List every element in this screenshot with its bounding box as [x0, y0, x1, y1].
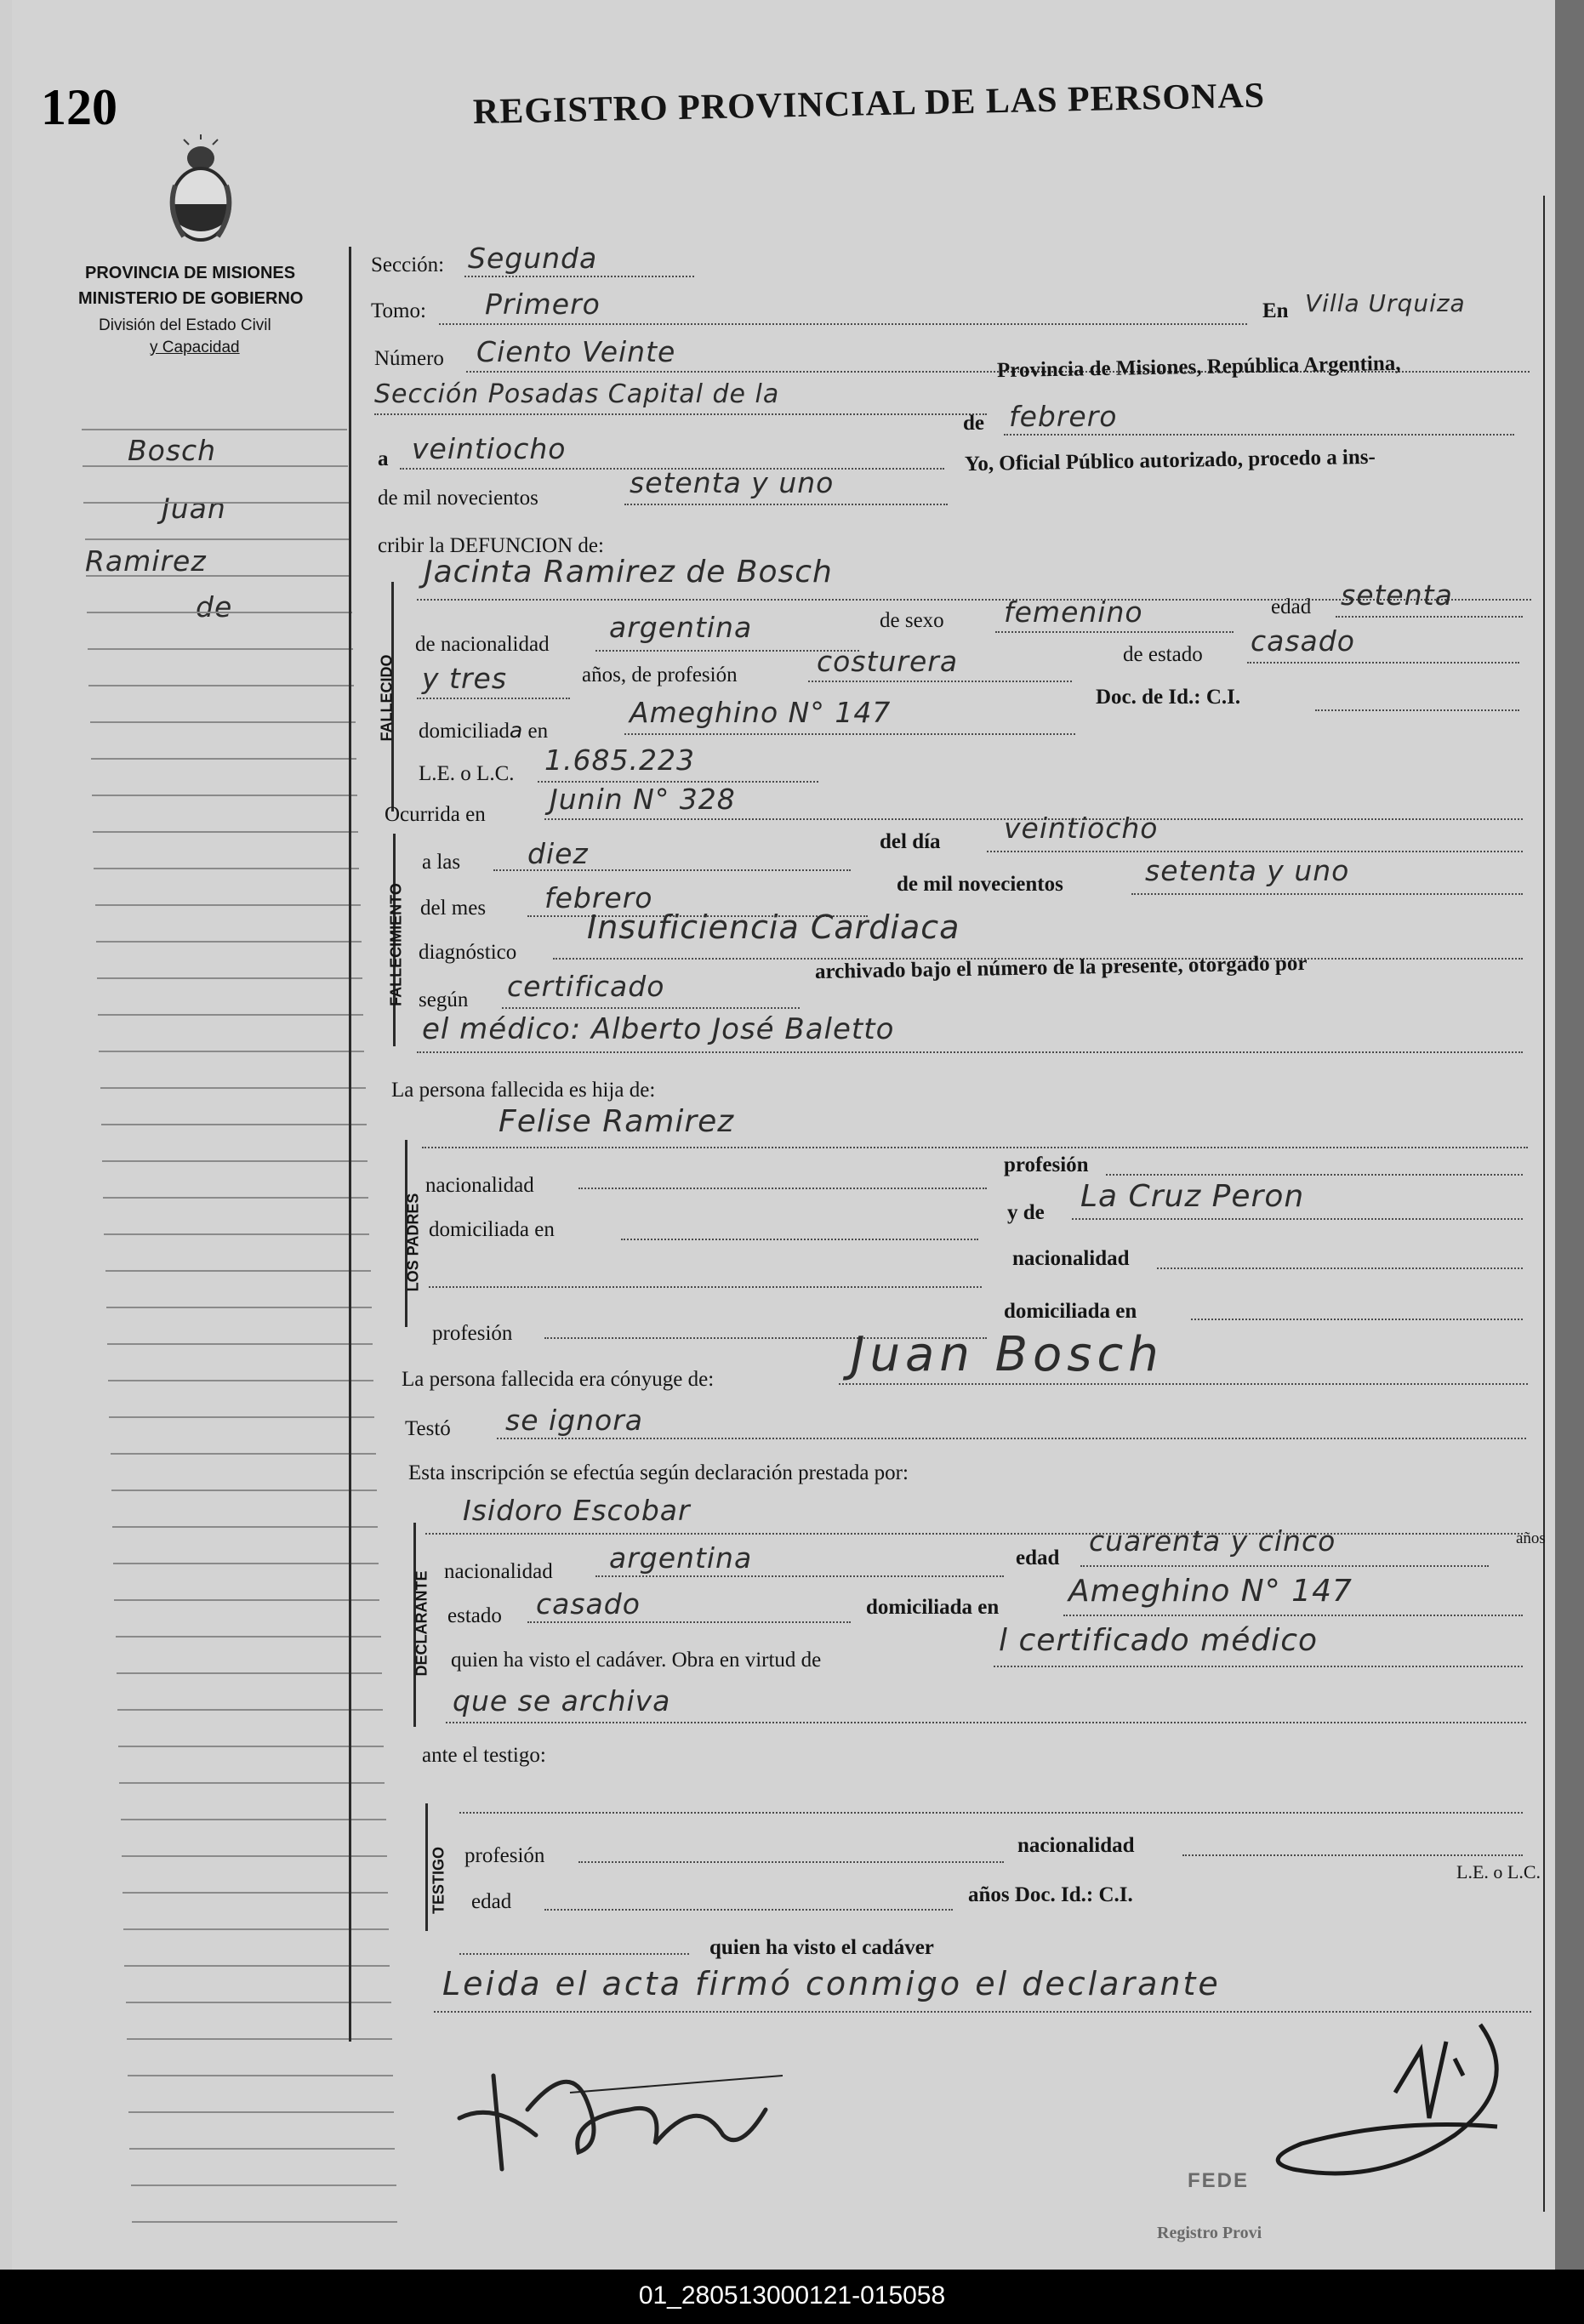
margin-ruled-line — [111, 1453, 376, 1455]
testigo-le-label: L.E. o L.C. — [1456, 1861, 1541, 1883]
padre-line — [422, 1147, 1528, 1148]
margin-ruled-line — [95, 904, 361, 906]
page-number: 120 — [41, 79, 117, 135]
profesion-line — [808, 681, 1072, 682]
declarante-obra-value: l certificado médico — [999, 1623, 1319, 1658]
seccion-value: Segunda — [468, 242, 598, 275]
margin-ruled-line — [90, 721, 356, 723]
testigo-anios-doc-label: años Doc. Id.: C.I. — [968, 1883, 1133, 1906]
declarante-obra-line — [994, 1666, 1523, 1667]
domicilio-value: Ameghino N° 147 — [630, 696, 892, 729]
inscribir-text: cribir la DEFUNCION de: — [378, 534, 604, 557]
mes-value: febrero — [1009, 400, 1118, 433]
declarante-nacionalidad-label: nacionalidad — [444, 1560, 553, 1583]
tomo-value: Primero — [485, 288, 601, 321]
declarante-domicilio-line — [1063, 1615, 1523, 1616]
declarante-edad-line — [1080, 1565, 1489, 1567]
profesion-value: costurera — [817, 645, 959, 678]
estado-value: casado — [1251, 624, 1355, 658]
dia-value: veintiocho — [412, 432, 567, 465]
declarante-nombre: Isidoro Escobar — [463, 1494, 691, 1527]
testigo-nacionalidad-line — [1182, 1854, 1523, 1856]
margin-ruled-line — [96, 941, 362, 943]
testigo-side-label: TESTIGO — [430, 1847, 447, 1915]
profesion2-label: profesión — [432, 1322, 513, 1345]
declarante-estado-value: casado — [536, 1587, 641, 1621]
sexo-label: de sexo — [880, 609, 944, 632]
medico-line — [417, 1051, 1523, 1053]
declarante-domiciliada-label: domiciliada en — [866, 1596, 1000, 1619]
profesion-line-p — [1106, 1174, 1523, 1176]
medico-value: el médico: Alberto José Baletto — [422, 1012, 895, 1046]
le-value: 1.685.223 — [544, 743, 695, 777]
margin-ruled-line — [114, 1599, 379, 1601]
seccion-line — [464, 276, 694, 277]
dia-label: del día — [880, 830, 941, 853]
right-border — [1543, 196, 1545, 2212]
testigo-nombre-line — [459, 1812, 1523, 1814]
margin-ruled-line — [98, 1014, 363, 1016]
book-edge — [1555, 0, 1584, 2270]
dia-line2 — [987, 851, 1523, 852]
declarante-obra-cont: que se archiva — [453, 1684, 671, 1717]
margin-ruled-line — [119, 1782, 385, 1784]
testigo-profesion-line — [578, 1861, 1004, 1863]
anio-line2 — [1131, 893, 1523, 895]
margin-ruled-line — [94, 868, 359, 869]
segun-line — [502, 1007, 800, 1009]
margin-ruled-line — [122, 1855, 387, 1857]
declarante-nacionalidad-value: argentina — [609, 1541, 753, 1575]
margin-ruled-line — [117, 1672, 382, 1674]
dia-value2: veintiocho — [1004, 812, 1159, 845]
mes-label: del mes — [420, 897, 487, 920]
conyuge-line — [839, 1383, 1528, 1385]
margin-ruled-line — [118, 1746, 384, 1747]
margin-ruled-line — [99, 1051, 364, 1052]
margin-note: Bosch — [128, 434, 217, 467]
declarante-signature — [442, 2042, 800, 2195]
margin-ruled-line — [107, 1343, 373, 1345]
domiciliada-line-p — [621, 1239, 978, 1240]
declarante-estado-label: estado — [447, 1604, 502, 1627]
margin-ruled-line — [82, 429, 347, 430]
scan-footer — [0, 2270, 1584, 2324]
margin-note: Ramirez — [85, 544, 207, 578]
declarante-anios-label: años — [1516, 1529, 1546, 1547]
stamp-line-2: Registro Provi — [1157, 2224, 1262, 2242]
margin-ruled-line — [103, 1197, 368, 1199]
margin-ruled-line — [106, 1307, 372, 1308]
nacionalidad-label-p: nacionalidad — [425, 1174, 534, 1197]
margin-ruled-line — [111, 1490, 377, 1491]
margin-ruled-line — [83, 502, 349, 504]
declarante-edad-label: edad — [1016, 1546, 1060, 1569]
testo-value: se ignora — [505, 1404, 643, 1437]
domiciliada-label-p: domiciliada en — [429, 1218, 555, 1241]
fallecimiento-side-label: FALLECIMIENTO — [387, 883, 405, 1006]
testigo-cadaver-text: quien ha visto el cadáver — [709, 1936, 934, 1959]
margin-ruled-line — [100, 1087, 366, 1089]
estado-line — [1247, 662, 1519, 664]
ocurrida-value: Junin N° 328 — [550, 783, 736, 816]
sexo-value: femenino — [1004, 595, 1143, 629]
provincia-text: Provincia de Misiones, República Argentina, — [996, 351, 1401, 383]
testigo-edad-line — [544, 1909, 953, 1911]
conyuge-value: Juan Bosch — [851, 1327, 1164, 1382]
declarante-domicilio-value: Ameghino N° 147 — [1068, 1574, 1353, 1609]
profesion-label-p: profesión — [1004, 1153, 1089, 1176]
sexo-line — [995, 631, 1234, 633]
margin-ruled-line — [127, 2038, 392, 2040]
hora-label: a las — [422, 851, 461, 874]
a-label: a — [378, 447, 389, 470]
stamp-line-1: FEDE — [1188, 2169, 1250, 2192]
anio-label2: de mil novecientos — [897, 873, 1063, 896]
margin-ruled-line — [131, 2184, 396, 2186]
closing-text: Leida el acta firmó conmigo el declarante — [442, 1965, 1221, 2002]
testigo-nacionalidad-label: nacionalidad — [1017, 1834, 1135, 1857]
lugar-line — [374, 413, 987, 415]
declaracion-text: Esta inscripción se efectúa según declaración prestada por: — [408, 1461, 909, 1484]
registry-stamp — [1157, 2152, 1412, 2254]
declarante-nombre-line — [425, 1533, 1523, 1535]
scan-id: 01_280513000121-015058 — [638, 2281, 946, 2310]
margin-ruled-line — [101, 1124, 367, 1125]
conyuge-label: La persona fallecida era cónyuge de: — [402, 1368, 715, 1391]
anio-line — [624, 504, 948, 505]
nacionalidad-value: argentina — [609, 611, 753, 644]
ocurrida-label: Ocurrida en — [385, 803, 486, 826]
nacionalidad-line-p — [578, 1188, 987, 1189]
testo-line — [497, 1438, 1526, 1439]
testigo-intro: ante el testigo: — [422, 1744, 546, 1767]
margin-ruled-line — [88, 648, 353, 650]
margin-ruled-line — [113, 1563, 379, 1564]
numero-value: Ciento Veinte — [476, 335, 676, 368]
numero-label: Número — [374, 347, 444, 370]
margin-ruled-line — [85, 538, 350, 540]
testigo-cadaver-line-left — [459, 1953, 689, 1955]
madre-value: La Cruz Peron — [1080, 1179, 1305, 1214]
declarante-side-label: DECLARANTE — [413, 1570, 430, 1677]
edad-line — [1336, 616, 1523, 618]
seccion-label: Sección: — [371, 253, 445, 276]
mes-line — [1004, 434, 1514, 436]
declarante-nacionalidad-line — [595, 1575, 1004, 1577]
segun-label: según — [419, 988, 469, 1011]
fallecido-side-label: FALLECIDO — [378, 654, 396, 742]
archivado-text: archivado bajo el número de la presente, otorgado por — [814, 951, 1308, 984]
anios-line — [417, 698, 570, 699]
header-capacidad: y Capacidad — [150, 339, 240, 356]
anio-label: de mil novecientos — [378, 487, 538, 510]
margin-ruled-line — [108, 1380, 373, 1381]
margin-ruled-line — [92, 795, 357, 796]
margin-note: de — [196, 590, 233, 624]
margin-ruled-line — [104, 1233, 369, 1235]
anios-label: años, de profesión — [582, 664, 738, 686]
declarante-obra-cont-line — [446, 1722, 1526, 1723]
margin-ruled-line — [132, 2221, 397, 2223]
doc-label: Doc. de Id.: C.I. — [1096, 686, 1241, 709]
diagnostico-value: Insuficiencia Cardiaca — [587, 909, 960, 946]
domicilio-line — [624, 733, 1075, 735]
header-ministry: MINISTERIO DE GOBIERNO — [78, 289, 304, 308]
document-title: REGISTRO PROVINCIAL DE LAS PERSONAS — [472, 76, 1266, 132]
padres-blank-line — [429, 1286, 982, 1288]
edad-value: setenta — [1341, 578, 1453, 612]
margin-ruled-line — [91, 758, 356, 760]
header-division: División del Estado Civil — [99, 316, 271, 334]
margin-ruled-line — [88, 685, 354, 686]
margin-ruled-line — [105, 1270, 371, 1272]
margin-ruled-line — [87, 612, 352, 613]
coat-of-arms-icon — [158, 134, 243, 253]
nacionalidad2-line — [1157, 1267, 1523, 1269]
margin-ruled-line — [116, 1636, 381, 1638]
hora-line — [493, 869, 851, 871]
diagnostico-label: diagnóstico — [419, 941, 517, 964]
domiciliada2-line — [1191, 1319, 1523, 1320]
de-label: de — [963, 412, 984, 435]
hora-value: diez — [527, 837, 589, 870]
margin-ruled-line — [93, 831, 358, 833]
estado-label: de estado — [1123, 643, 1203, 666]
padres-intro: La persona fallecida es hija de: — [391, 1079, 656, 1102]
en-value: Villa Urquiza — [1305, 289, 1466, 317]
margin-ruled-line — [128, 2075, 393, 2076]
margin-ruled-line — [121, 1819, 386, 1820]
tomo-label: Tomo: — [371, 299, 426, 322]
declarante-estado-line — [527, 1621, 851, 1623]
le-label: L.E. o L.C. — [419, 762, 515, 785]
margin-ruled-line — [83, 465, 348, 467]
margin-ruled-line — [117, 1709, 383, 1711]
margin-ruled-line — [86, 575, 351, 577]
domicilio-label: domiciliada en — [419, 718, 549, 743]
anio-value: setenta y uno — [630, 466, 835, 499]
margin-ruled-line — [112, 1526, 378, 1528]
nacionalidad-label: de nacionalidad — [415, 633, 550, 656]
padre-value: Felise Ramirez — [499, 1104, 735, 1139]
domicilio-suffix: a — [509, 718, 523, 743]
margin-ruled-line — [129, 2148, 395, 2150]
declarante-edad-value: cuarenta y cinco — [1089, 1524, 1336, 1558]
anio-value2: setenta y uno — [1145, 854, 1350, 887]
padres-side-label: LOS PADRES — [404, 1193, 422, 1292]
tomo-line — [439, 323, 1247, 325]
header-province: PROVINCIA DE MISIONES — [85, 264, 296, 282]
nacionalidad2-label: nacionalidad — [1012, 1247, 1130, 1270]
domiciliada2-label: domiciliada en — [1004, 1300, 1137, 1323]
y-de-label: y de — [1007, 1201, 1045, 1224]
fallecido-nombre: Jacinta Ramirez de Bosch — [424, 555, 833, 590]
en-label: En — [1262, 299, 1289, 322]
lugar-value: Sección Posadas Capital de la — [374, 379, 780, 409]
edad-label: edad — [1271, 595, 1312, 618]
margin-ruled-line — [128, 2111, 394, 2113]
margin-ruled-line — [102, 1160, 368, 1162]
margin-note: Juan — [162, 492, 226, 525]
testigo-edad-label: edad — [471, 1890, 512, 1913]
segun-value: certificado — [507, 970, 665, 1003]
margin-ruled-line — [97, 977, 362, 979]
declarante-cadaver-text: quien ha visto el cadáver. Obra en virtud de — [451, 1649, 822, 1672]
anios-value: y tres — [422, 662, 508, 695]
margin-ruled-line — [109, 1416, 374, 1418]
doc-line — [1315, 709, 1519, 711]
testigo-profesion-label: profesión — [464, 1844, 545, 1867]
oficial-text: Yo, Oficial Público autorizado, procedo a ins- — [964, 445, 1376, 476]
mes-value2: febrero — [544, 881, 653, 914]
testo-label: Testó — [405, 1417, 451, 1440]
margin-border — [349, 247, 351, 2042]
madre-line — [1072, 1218, 1523, 1220]
